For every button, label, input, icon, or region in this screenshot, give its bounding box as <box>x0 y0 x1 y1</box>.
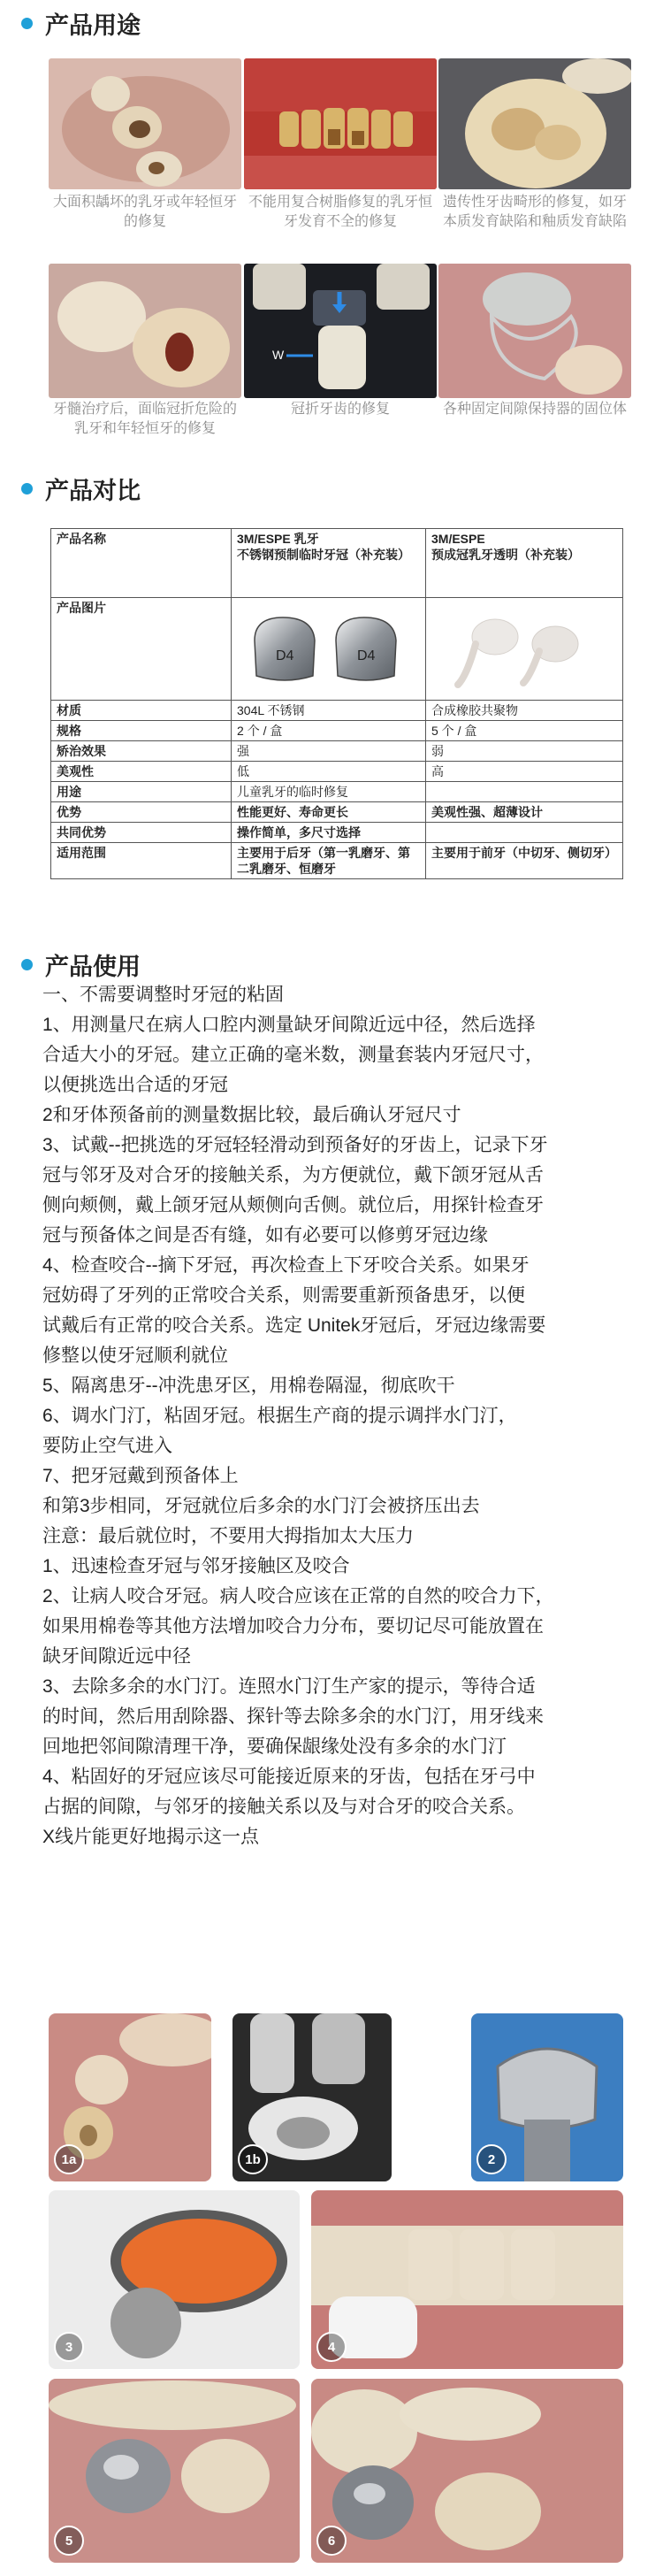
step-photo-6 <box>311 2379 623 2563</box>
step-number-badge: 5 <box>54 2526 84 2556</box>
instruction-line: 回地把邻间隙清理干净，要确保龈缘处没有多余的水门汀 <box>42 1736 507 1757</box>
table-row <box>51 843 623 879</box>
instruction-line: 3、试戴--把挑选的牙冠轻轻滑动到预备好的牙齿上，记录下牙 <box>42 1135 548 1155</box>
table-cell-col2: 合成橡胶共聚物 <box>426 701 623 721</box>
step-number-badge: 2 <box>476 2144 507 2174</box>
table-row <box>51 823 623 843</box>
table-cell-label: 美观性 <box>51 762 232 782</box>
table-cell-col2 <box>426 823 623 843</box>
usage-photo-4 <box>49 264 241 398</box>
step-photo-2 <box>471 2013 623 2181</box>
table-header-name: 产品名称 <box>51 529 232 598</box>
instruction-line: 3、去除多余的水门汀。连照水门汀生产家的提示，等待合适 <box>42 1676 536 1697</box>
step-photo-4 <box>311 2190 623 2369</box>
comparison-table <box>50 528 623 879</box>
table-cell-col2: 5 个 / 盒 <box>426 721 623 741</box>
table-header-col2: 3M/ESPE 预成冠乳牙透明（补充装） <box>426 529 623 598</box>
usage-caption-3: 遗传性牙齿畸形的修复，如牙本质发育缺陷和釉质发育缺陷 <box>442 195 627 229</box>
instruction-line: X线片能更好地揭示这一点 <box>42 1827 260 1847</box>
table-cell-col2: 美观性强、超薄设计 <box>426 802 623 823</box>
usage-photo-3 <box>438 58 631 189</box>
table-cell-col1: 主要用于后牙（第一乳磨牙、第二乳磨牙、恒磨牙 <box>232 843 426 879</box>
instruction-line: 占据的间隙，与邻牙的接触关系以及与对合牙的咬合关系。 <box>42 1797 525 1817</box>
instruction-line: 合适大小的牙冠。建立正确的毫米数，测量套装内牙冠尺寸， <box>42 1045 544 1065</box>
instruction-line: 2、让病人咬合牙冠。病人咬合应该在正常的自然的咬合力下， <box>42 1586 554 1606</box>
instruction-line: 如果用棉卷等其他方法增加咬合力分布，要切记尽可能放置在 <box>42 1616 544 1637</box>
step-number-badge: 1b <box>238 2144 268 2174</box>
table-cell-label: 材质 <box>51 701 232 721</box>
step-number-badge: 4 <box>316 2332 347 2362</box>
usage-caption-6: 各种固定间隙保持器的固位体 <box>442 402 627 417</box>
instruction-line: 4、检查咬合--摘下牙冠，再次检查上下牙咬合关系。如果牙 <box>42 1255 530 1276</box>
step-number-badge: 3 <box>54 2332 84 2362</box>
bullet-dot-icon <box>21 483 33 494</box>
instruction-line: 一、不需要调整时牙冠的粘固 <box>42 985 284 1005</box>
instruction-line: 6、调水门汀，粘固牙冠。根据生产商的提示调拌水门汀， <box>42 1406 517 1426</box>
step-photo-1a <box>49 2013 211 2181</box>
bullet-dot-icon <box>21 959 33 970</box>
instruction-line: 冠妨碍了牙列的正常咬合关系，则需要重新预备患牙，以便 <box>42 1285 525 1306</box>
table-cell-col1: 性能更好、寿命更长 <box>232 802 426 823</box>
instruction-line: 2和牙体预备前的测量数据比较，最后确认牙冠尺寸 <box>42 1105 461 1125</box>
table-cell-label: 规格 <box>51 721 232 741</box>
instruction-line: 的时间，然后用刮除器、探针等去除多余的水门汀，用牙线来 <box>42 1706 544 1727</box>
table-cell-col1: 强 <box>232 741 426 762</box>
instruction-line: 修整以使牙冠顺利就位 <box>42 1346 228 1366</box>
step-photo-1b <box>232 2013 392 2181</box>
instruction-line: 1、迅速检查牙冠与邻牙接触区及咬合 <box>42 1556 350 1576</box>
instruction-line: 4、粘固好的牙冠应该尽可能接近原来的牙齿，包括在牙弓中 <box>42 1767 536 1787</box>
usage-photo-2 <box>244 58 437 189</box>
table-cell-col1: 儿童乳牙的临时修复 <box>232 782 426 802</box>
usage-caption-4: 牙髓治疗后，面临冠折危险的乳牙和年轻恒牙的修复 <box>52 402 237 436</box>
usage-photo-5 <box>244 264 437 398</box>
step-number-badge: 6 <box>316 2526 347 2556</box>
photo-label-w: W <box>272 348 285 362</box>
table-cell-col2: 主要用于前牙（中切牙、侧切牙） <box>426 843 623 879</box>
table-row <box>51 741 623 762</box>
table-cell-col1: 304L 不锈钢 <box>232 701 426 721</box>
usage-caption-2: 不能用复合树脂修复的乳牙恒牙发育不全的修复 <box>248 195 432 229</box>
instruction-line: 侧向颊侧，戴上颌牙冠从颊侧向舌侧。就位后，用探针检查牙 <box>42 1195 544 1215</box>
instruction-line: 1、用测量尺在病人口腔内测量缺牙间隙近远中径，然后选择 <box>42 1015 536 1035</box>
table-cell-label: 适用范围 <box>51 843 232 879</box>
table-cell-col2: 高 <box>426 762 623 782</box>
table-row <box>51 762 623 782</box>
instruction-line: 冠与预备体之间是否有缝，如有必要可以修剪牙冠边缘 <box>42 1225 488 1246</box>
instruction-line: 试戴后有正常的咬合关系。选定 Unitek牙冠后，牙冠边缘需要 <box>42 1315 546 1336</box>
table-cell-label: 矫治效果 <box>51 741 232 762</box>
table-cell-col1: 操作简单，多尺寸选择 <box>232 823 426 843</box>
table-row <box>51 802 623 823</box>
table-row <box>51 701 623 721</box>
instruction-line: 7、把牙冠戴到预备体上 <box>42 1466 239 1486</box>
bullet-dot-icon <box>21 18 33 29</box>
instruction-line: 冠与邻牙及对合牙的接触关系，为方便就位，戴下颌牙冠从舌 <box>42 1165 544 1185</box>
clear-crown-image <box>426 598 623 701</box>
usage-photo-6 <box>438 264 631 398</box>
instruction-line: 缺牙间隙近远中径 <box>42 1646 191 1667</box>
crown-label: D4 <box>357 648 376 663</box>
table-cell-label: 共同优势 <box>51 823 232 843</box>
instruction-line: 以便挑选出合适的牙冠 <box>42 1075 228 1095</box>
usage-caption-5: 冠折牙齿的修复 <box>290 402 390 417</box>
steel-crown-image <box>232 598 426 701</box>
table-cell-label: 优势 <box>51 802 232 823</box>
instruction-line: 和第3步相同，牙冠就位后多余的水门汀会被挤压出去 <box>42 1496 480 1516</box>
table-header-col1: 3M/ESPE 乳牙 不锈钢预制临时牙冠（补充装） <box>232 529 426 598</box>
usage-photo-1 <box>49 58 241 189</box>
instruction-line: 注意：最后就位时，不要用大拇指加太大压力 <box>42 1526 414 1546</box>
table-cell-col1: 低 <box>232 762 426 782</box>
section-title-compare: 产品对比 <box>21 472 141 504</box>
table-cell-col2: 弱 <box>426 741 623 762</box>
usage-caption-1: 大面积龋坏的乳牙或年轻恒牙的修复 <box>52 195 237 229</box>
step-number-badge: 1a <box>54 2144 84 2174</box>
section-title-use: 产品使用 <box>21 948 141 980</box>
instruction-line: 要防止空气进入 <box>42 1436 172 1456</box>
table-image-label: 产品图片 <box>51 598 232 701</box>
table-row <box>51 721 623 741</box>
table-cell-col1: 2 个 / 盒 <box>232 721 426 741</box>
table-cell-col2 <box>426 782 623 802</box>
table-image-row <box>51 598 623 701</box>
table-row <box>51 782 623 802</box>
table-cell-label: 用途 <box>51 782 232 802</box>
crown-label: D4 <box>276 648 294 663</box>
instructions-text <box>42 980 635 1852</box>
instruction-line: 5、隔离患牙--冲洗患牙区，用棉卷隔湿，彻底吹干 <box>42 1376 455 1396</box>
step-photo-3 <box>49 2190 300 2369</box>
table-header-row <box>51 529 623 598</box>
step-photo-5 <box>49 2379 300 2563</box>
section-title-usage: 产品用途 <box>21 7 141 39</box>
